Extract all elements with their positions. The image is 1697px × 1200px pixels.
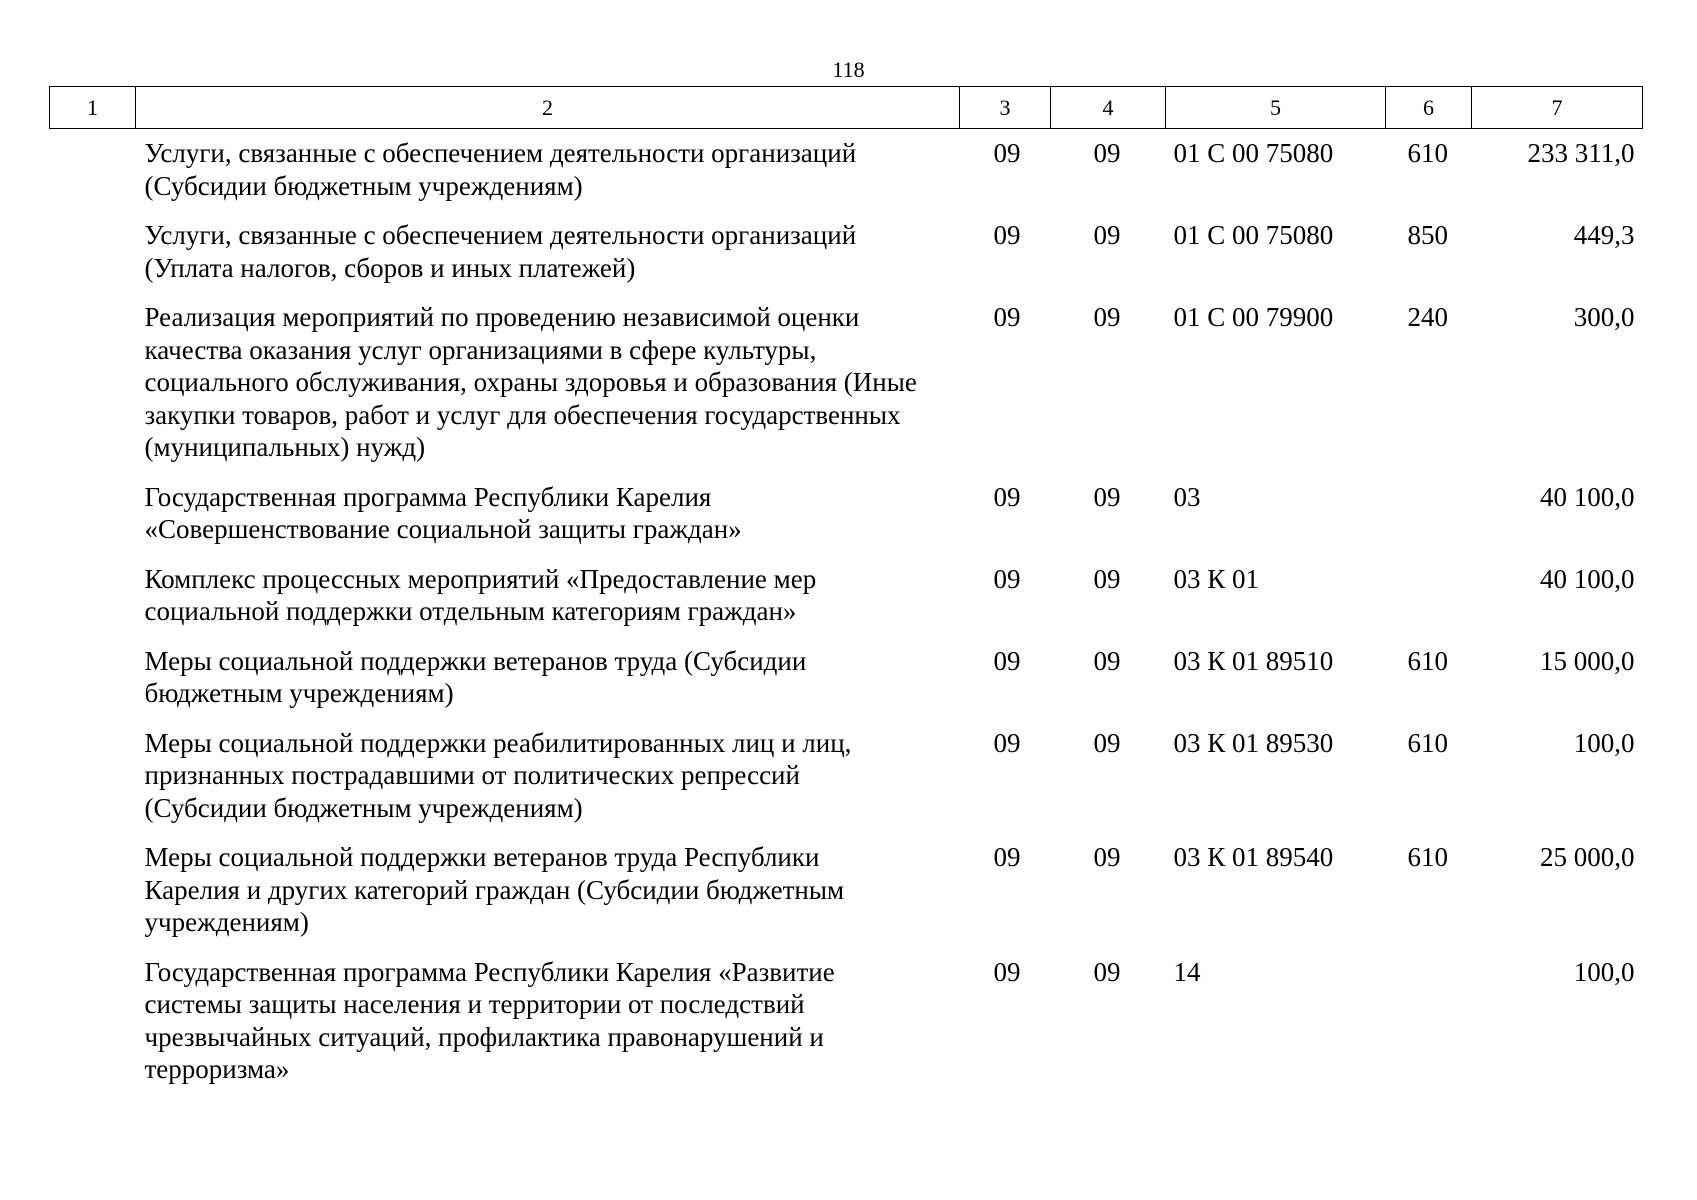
row-section-cell: 09: [993, 727, 1021, 758]
row-name-cell: Меры социальной поддержки ветеранов труда (Субсидии бюджетным учреждениям): [144, 645, 807, 708]
row-name-cell: Комплекс процессных мероприятий «Предоставление мер социальной поддержки отдельным категориям граждан»: [144, 563, 817, 626]
row-amount-cell: 40 100,0: [1540, 481, 1635, 512]
row-subsection-cell: 09: [1093, 302, 1121, 332]
table-row: [50, 645, 1643, 727]
row-number-cell: [50, 563, 136, 645]
row-target-article-cell: 01 С 00 79900: [1173, 302, 1334, 332]
row-name-cell: Меры социальной поддержки ветеранов труда Республики Карелия и других категорий граждан (Субсидии бюджетным учреждениям): [144, 842, 845, 937]
row-name-cell: Реализация мероприятий по проведению независимой оценки качества оказания услуг организациями в сфере культуры, социального обслуживания, охраны здоровья и образования (Иные закупки товаров, работ и услуг для обеспечения государственных (муниципальных) нужд): [144, 302, 917, 462]
row-expense-type-cell: 610: [1407, 727, 1448, 758]
row-target-article-cell: 03 К 01 89530: [1173, 727, 1334, 758]
row-number-cell: [50, 841, 136, 956]
row-section-cell: 09: [993, 563, 1021, 594]
row-expense-type-cell: [1386, 563, 1472, 645]
row-target-article-cell: 03 К 01 89540: [1173, 842, 1334, 872]
row-number-cell: [50, 727, 136, 842]
row-number-cell: [50, 301, 136, 481]
row-subsection-cell: 09: [1093, 220, 1121, 250]
column-header: 6: [1386, 87, 1472, 129]
row-expense-type-cell: 610: [1407, 842, 1448, 872]
row-name-cell: Услуги, связанные с обеспечением деятельности организаций (Субсидии бюджетным учреждениям): [144, 138, 857, 201]
column-header: 3: [960, 87, 1051, 129]
row-section-cell: 09: [993, 220, 1021, 250]
row-subsection-cell: 09: [1093, 563, 1121, 594]
row-expense-type-cell: [1386, 956, 1472, 1103]
row-name-cell: Меры социальной поддержки реабилитированных лиц и лиц, признанных пострадавшими от политических репрессий (Субсидии бюджетным учреждениям): [144, 727, 852, 823]
row-number-cell: [50, 956, 136, 1103]
page-number: 118: [832, 57, 865, 82]
row-expense-type-cell: 240: [1407, 302, 1448, 332]
row-amount-cell: 100,0: [1573, 727, 1635, 758]
row-name-cell: Государственная программа Республики Карелия «Совершенствование социальной защиты граждан»: [144, 481, 742, 544]
budget-table: [49, 86, 1643, 1103]
table-row: [50, 841, 1643, 956]
row-section-cell: 09: [993, 645, 1021, 676]
row-target-article-cell: 14: [1173, 956, 1201, 987]
row-number-cell: [50, 219, 136, 301]
row-target-article-cell: 03 К 01 89510: [1173, 645, 1334, 676]
column-header: 1: [50, 87, 136, 129]
row-subsection-cell: 09: [1093, 138, 1121, 168]
row-section-cell: 09: [993, 481, 1021, 512]
row-name-cell: Услуги, связанные с обеспечением деятельности организаций (Уплата налогов, сборов и иных платежей): [144, 220, 857, 283]
row-expense-type-cell: 610: [1407, 645, 1448, 676]
row-section-cell: 09: [993, 956, 1021, 987]
table-row: [50, 956, 1643, 1103]
row-amount-cell: 40 100,0: [1540, 563, 1635, 594]
row-amount-cell: 300,0: [1573, 302, 1635, 332]
row-target-article-cell: 03: [1173, 481, 1201, 512]
column-header: 7: [1472, 87, 1643, 129]
row-section-cell: 09: [993, 302, 1021, 332]
column-header: 2: [136, 87, 960, 129]
row-expense-type-cell: 850: [1407, 220, 1448, 250]
column-header: 5: [1166, 87, 1386, 129]
table-row: [50, 481, 1643, 563]
row-amount-cell: 233 311,0: [1527, 138, 1635, 168]
row-target-article-cell: 01 С 00 75080: [1173, 220, 1334, 250]
table-row: [50, 129, 1643, 220]
row-amount-cell: 100,0: [1573, 956, 1635, 987]
row-expense-type-cell: 610: [1407, 138, 1448, 168]
row-target-article-cell: 01 С 00 75080: [1173, 138, 1334, 168]
table-row: [50, 563, 1643, 645]
row-number-cell: [50, 481, 136, 563]
row-amount-cell: 15 000,0: [1540, 645, 1635, 676]
row-section-cell: 09: [993, 842, 1021, 872]
row-subsection-cell: 09: [1093, 727, 1121, 758]
row-subsection-cell: 09: [1093, 842, 1121, 872]
row-amount-cell: 25 000,0: [1540, 842, 1635, 872]
table-body: [50, 129, 1643, 1103]
row-name-cell: Государственная программа Республики Карелия «Развитие системы защиты населения и территории от последствий чрезвычайных ситуаций, профилактика правонарушений и терроризма»: [144, 956, 835, 1084]
column-header: 4: [1051, 87, 1166, 129]
row-expense-type-cell: [1386, 481, 1472, 563]
table-header: [50, 87, 1643, 129]
header-row: [50, 87, 1643, 129]
row-number-cell: [50, 645, 136, 727]
row-subsection-cell: 09: [1093, 645, 1121, 676]
row-subsection-cell: 09: [1093, 481, 1121, 512]
row-target-article-cell: 03 К 01: [1173, 563, 1260, 594]
table-row: [50, 219, 1643, 301]
table-row: [50, 727, 1643, 842]
row-section-cell: 09: [993, 138, 1021, 168]
row-amount-cell: 449,3: [1573, 220, 1635, 250]
row-number-cell: [50, 129, 136, 220]
table-row: [50, 301, 1643, 481]
row-subsection-cell: 09: [1093, 956, 1121, 987]
